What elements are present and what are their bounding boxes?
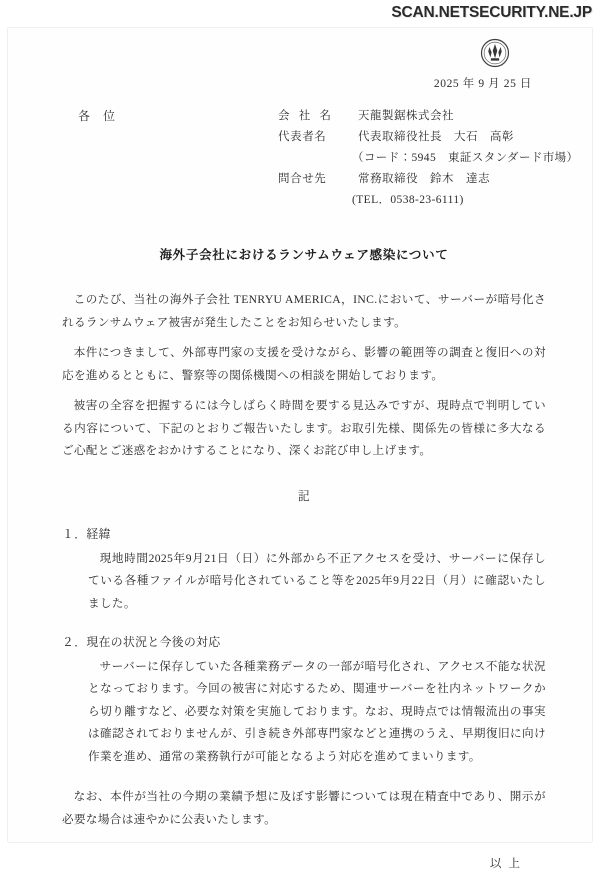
company-name-row <box>278 106 546 127</box>
stock-code-line: （コード：5945 東証スタンダード市場） <box>352 152 579 164</box>
logo-row <box>62 38 546 74</box>
section-2-heading: ２．現在の状況と今後の対応 <box>62 635 221 649</box>
section-1-body: 現地時間2025年9月21日（日）に外部から不正アクセスを受け、サーバーに保存している各種ファイルが暗号化されていること等を2025年9月22日（月）に確認いたしました。 <box>88 551 546 610</box>
company-crest-icon <box>480 38 510 68</box>
telephone-line: (TEL．0538-23-6111) <box>352 194 464 206</box>
intro-paragraph-1: このたび、当社の海外子会社 TENRYU AMERICA，INC.において、サーバーが暗号化されるランサムウェア被害が発生したことをお知らせいたします。 <box>62 293 546 329</box>
document-title: 海外子会社におけるランサムウェア感染について <box>159 248 449 262</box>
document-body-area <box>8 28 592 870</box>
section-1-heading: １．経緯 <box>62 527 111 541</box>
contact-label: 問合せ先 <box>278 173 327 185</box>
company-info-block <box>278 106 579 211</box>
company-name-label: 会 社 名 <box>278 110 335 122</box>
addressee-label: 各 位 <box>78 109 121 123</box>
ki-marker: 記 <box>297 488 311 503</box>
section-2-body: サーバーに保存していた各種業務データの一部が暗号化され、アクセス不能な状況となっております。今回の被害に対応するため、関連サーバーを社内ネットワークから切り離すなど、必要な対策を実施しております。なお、現時点では情報流出の事実は確認されておりませんが、引き続き外部専門家などと連携のうえ、早期復旧に向け作業を進め、通常の業務執行が可能となるよう対応を進めてまいります。 <box>88 659 546 763</box>
representative-row <box>278 127 546 148</box>
document-footer-note: 以 上 <box>489 857 522 870</box>
contact-row <box>278 169 546 190</box>
intro-paragraph-2: 本件につきまして、外部専門家の支援を受けながら、影響の範囲等の調査と復旧への対応を進めるとともに、警察等の関係機関への相談を開始しております。 <box>62 346 546 382</box>
document-page <box>8 28 592 870</box>
site-watermark: SCAN.NETSECURITY.NE.JP <box>391 4 592 21</box>
representative-value: 代表取締役社長 大石 高彰 <box>358 131 514 143</box>
contact-value: 常務取締役 鈴木 達志 <box>358 173 490 185</box>
intro-paragraph-3: 被害の全容を把握するには今しばらく時間を要する見込みですが、現時点で判明している内容について、下記のとおりご報告いたします。お取引先様、関係先の皆様に多大なるご心配とご迷惑をおかけすることになり、深くお詫び申し上げます。 <box>62 399 546 457</box>
company-name-value: 天龍製鋸株式会社 <box>358 110 454 122</box>
representative-label: 代表者名 <box>278 131 327 143</box>
document-content <box>62 289 546 876</box>
closing-paragraph: なお、本件が当社の今期の業績予想に及ぼす影響については現在精査中であり、開示が必要な場合は速やかに公表いたします。 <box>62 790 546 826</box>
issue-date: 2025 年 9 月 25 日 <box>433 78 532 90</box>
